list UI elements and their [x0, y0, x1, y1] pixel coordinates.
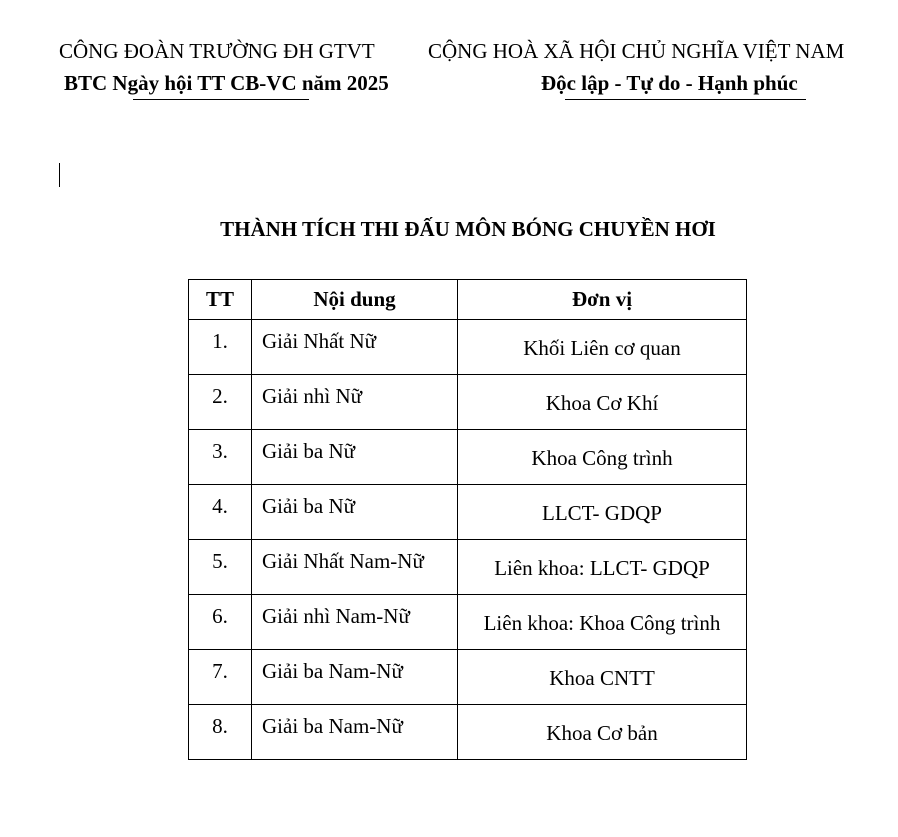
row-content: Giải nhì Nữ: [252, 375, 458, 430]
left-header-underline: [133, 99, 309, 100]
row-content: Giải ba Nữ: [252, 485, 458, 540]
row-unit: Khoa Công trình: [458, 430, 747, 485]
row-number: 6.: [189, 595, 252, 650]
row-unit: Liên khoa: Khoa Công trình: [458, 595, 747, 650]
column-header-content: Nội dung: [252, 280, 458, 320]
row-number: 3.: [189, 430, 252, 485]
table-header-row: [189, 280, 747, 320]
row-number: 4.: [189, 485, 252, 540]
row-number: 8.: [189, 705, 252, 760]
row-content: Giải ba Nam-Nữ: [252, 650, 458, 705]
row-unit: Khoa Cơ Khí: [458, 375, 747, 430]
national-title: CỘNG HOÀ XÃ HỘI CHỦ NGHĨA VIỆT NAM: [428, 39, 845, 63]
row-unit: Khối Liên cơ quan: [458, 320, 747, 375]
row-unit: LLCT- GDQP: [458, 485, 747, 540]
national-motto: Độc lập - Tự do - Hạnh phúc: [541, 71, 798, 95]
row-content: Giải ba Nam-Nữ: [252, 705, 458, 760]
column-header-tt: TT: [189, 280, 252, 320]
text-cursor: [59, 163, 60, 187]
table-row: [189, 430, 747, 485]
table-row: [189, 485, 747, 540]
table-row: [189, 595, 747, 650]
table-row: [189, 705, 747, 760]
results-table: [188, 279, 747, 760]
table-row: [189, 375, 747, 430]
table-row: [189, 320, 747, 375]
row-unit: Khoa CNTT: [458, 650, 747, 705]
row-unit: Liên khoa: LLCT- GDQP: [458, 540, 747, 595]
row-content: Giải ba Nữ: [252, 430, 458, 485]
organizing-committee: BTC Ngày hội TT CB-VC năm 2025: [64, 71, 389, 95]
organization-name: CÔNG ĐOÀN TRƯỜNG ĐH GTVT: [59, 39, 375, 63]
row-number: 7.: [189, 650, 252, 705]
column-header-unit: Đơn vị: [458, 280, 747, 320]
row-content: Giải nhì Nam-Nữ: [252, 595, 458, 650]
table-row: [189, 540, 747, 595]
row-number: 1.: [189, 320, 252, 375]
row-number: 2.: [189, 375, 252, 430]
row-unit: Khoa Cơ bản: [458, 705, 747, 760]
row-content: Giải Nhất Nữ: [252, 320, 458, 375]
right-header-underline: [565, 99, 806, 100]
table-row: [189, 650, 747, 705]
row-number: 5.: [189, 540, 252, 595]
document-title: THÀNH TÍCH THI ĐẤU MÔN BÓNG CHUYỀN HƠI: [220, 217, 716, 241]
row-content: Giải Nhất Nam-Nữ: [252, 540, 458, 595]
